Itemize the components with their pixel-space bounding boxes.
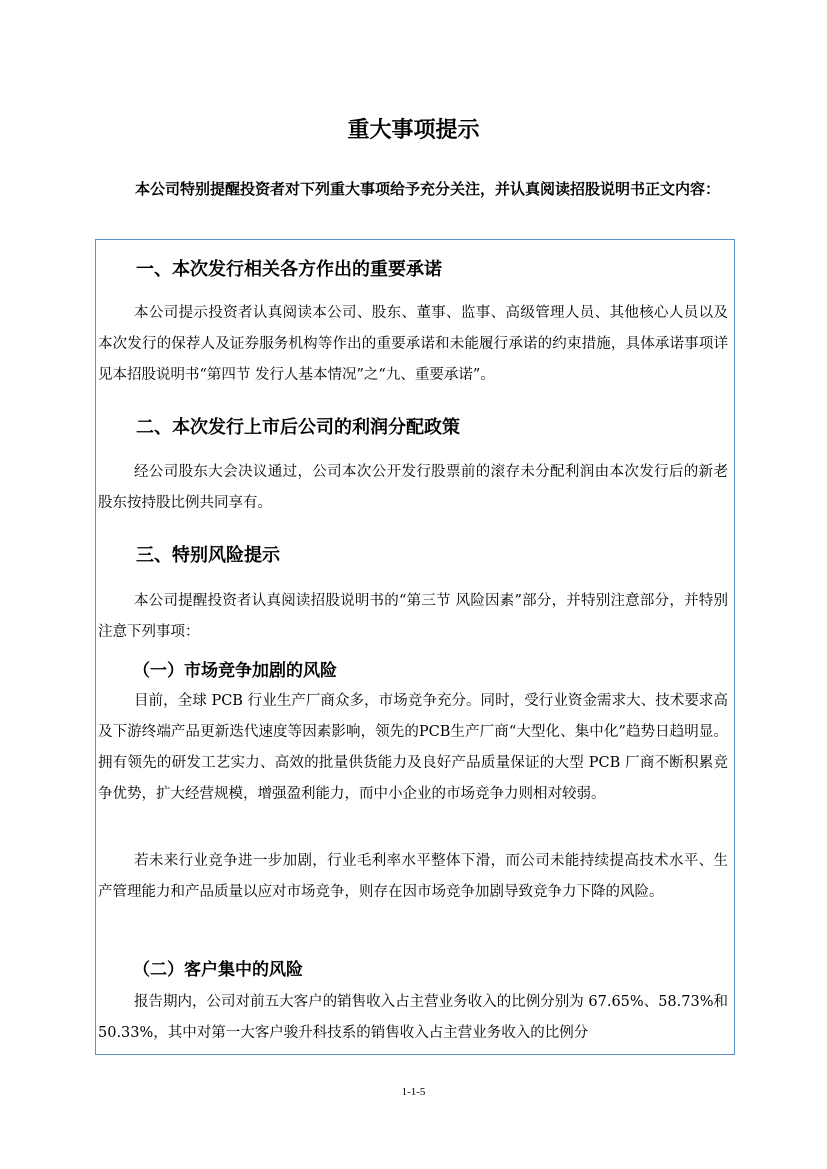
section-body-risk: 本公司提醒投资者认真阅读招股说明书的“第三节 风险因素”部分，并特别注意部分，并特别注意下列事项：	[98, 593, 728, 640]
page-title: 重大事项提示	[347, 118, 480, 143]
section-body-profit-distribution: 经公司股东大会决议通过，公司本次公开发行股票前的滚存未分配利润由本次发行后的新老股东按持股比例共同享有。	[98, 464, 728, 511]
page-number: 1-1-5	[401, 1086, 426, 1098]
section-body-commitments: 本公司提示投资者认真阅读本公司、股东、董事、监事、高级管理人员、其他核心人员以及本次发行的保荐人及证券服务机构等作出的重要承诺和未能履行承诺的约束措施，具体承诺事项详见本招股说明书“第四节 发行人基本情况”之“九、重要承诺”。	[98, 305, 728, 383]
subsection-heading-competition: （一）市场竞争加剧的风险	[133, 661, 337, 681]
subsection-body-competition-1: 目前，全球 PCB 行业生产厂商众多，市场竞争充分。同时，受行业资金需求大、技术要求高及下游终端产品更新迭代速度等因素影响，领先的PCB生产厂商“大型化、集中化”趋势日趋明显。拥有领先的研发工艺实力、高效的批量供货能力及良好产品质量保证的大型 PCB 厂商不断积累竞争优势，扩大经营规模，增强盈利能力，而中小企业的市场竞争力则相对较弱。	[98, 693, 728, 802]
subsection-body-competition-2: 若未来行业竞争进一步加剧，行业毛利率水平整体下滑，而公司未能持续提高技术水平、生产管理能力和产品质量以应对市场竞争，则存在因市场竞争加剧导致竞争力下降的风险。	[98, 853, 728, 900]
subsection-body-customer: 报告期内，公司对前五大客户的销售收入占主营业务收入的比例分别为 67.65%、58.73%和 50.33%，其中对第一大客户骏升科技系的销售收入占主营业务收入的比例分	[98, 994, 728, 1041]
intro-paragraph: 本公司特别提醒投资者对下列重大事项给予充分关注，并认真阅读招股说明书正文内容：	[135, 180, 721, 198]
subsection-heading-customer: （二）客户集中的风险	[133, 960, 303, 980]
section-heading-profit-distribution: 二、本次发行上市后公司的利润分配政策	[136, 417, 460, 438]
section-heading-risk: 三、特别风险提示	[136, 545, 280, 566]
section-heading-commitments: 一、本次发行相关各方作出的重要承诺	[136, 259, 442, 280]
